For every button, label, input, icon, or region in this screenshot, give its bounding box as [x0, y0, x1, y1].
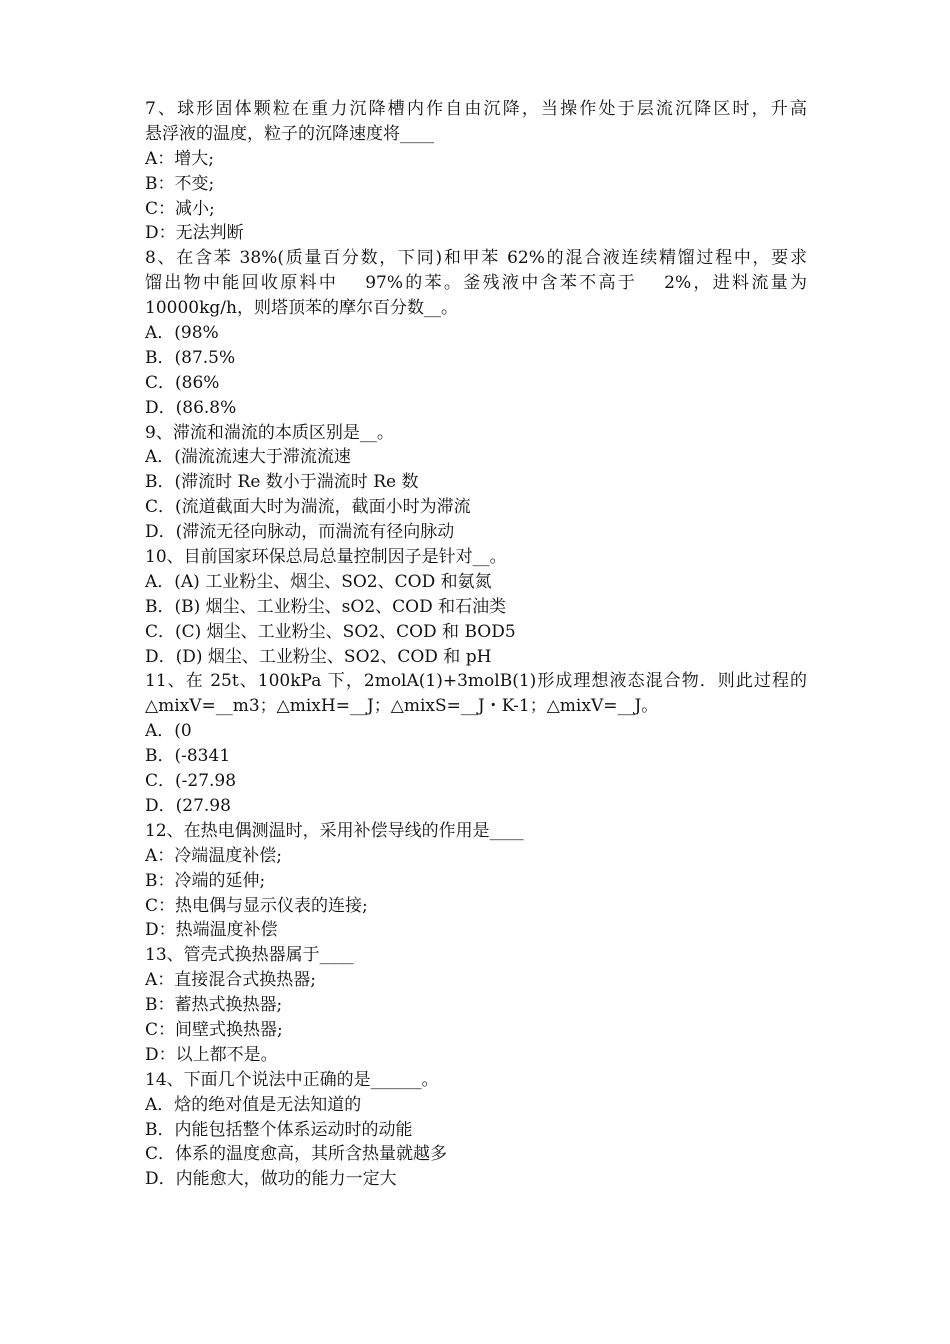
text-line: 13、管壳式换热器属于____ [145, 945, 354, 966]
text-line: A：增大; [145, 148, 215, 169]
text-line: C：减小; [145, 198, 215, 219]
text-line: 9、滞流和湍流的本质区别是__。 [145, 422, 394, 443]
text-line: B．(-8341 [145, 746, 231, 767]
text-line: A．(98% [145, 323, 219, 344]
text-line: B：不变; [145, 173, 215, 194]
text-line: A．(0 [145, 721, 192, 742]
text-line: A．(A) 工业粉尘、烟尘、SO2、COD 和氨氮 [145, 571, 492, 592]
text-line: C．(-27.98 [145, 771, 237, 792]
text-line: 10、目前国家环保总局总量控制因子是针对__。 [145, 547, 507, 568]
text-line: B：冷端的延伸; [145, 870, 266, 891]
text-line: D：热端温度补偿 [145, 920, 278, 941]
text-line: B．(87.5% [145, 347, 236, 368]
text-line: C：间壁式换热器; [145, 1019, 283, 1040]
text-line: D．内能愈大，做功的能力一定大 [145, 1169, 397, 1190]
text-line: B：蓄热式换热器; [145, 995, 283, 1016]
text-line: D：以上都不是。 [145, 1044, 278, 1065]
text-line: D．(滞流无径向脉动，而湍流有径向脉动 [145, 522, 455, 543]
text-line: D：无法判断 [145, 223, 244, 244]
text-line: C．(86% [145, 372, 220, 393]
text-line: 11、在 25t、100kPa 下，2molA(1)+3molB(1)形成理想液态混合物．则此过程的 [145, 671, 807, 692]
text-line: C．体系的温度愈高，其所含热量就越多 [145, 1144, 448, 1165]
text-line: 14、下面几个说法中正确的是______。 [145, 1069, 439, 1090]
text-line: 7、球形固体颗粒在重力沉降槽内作自由沉降，当操作处于层流沉降区时，升高 [145, 99, 807, 119]
text-line: B．(滞流时 Re 数小于湍流时 Re 数 [145, 472, 419, 493]
text-line: A．(湍流流速大于滞流流速 [145, 447, 351, 468]
text-line: A：冷端温度补偿; [145, 845, 283, 866]
text-line: △mixV=__m3；△mixH=__J；△mixS=__J・K-1；△mixV=__J。 [145, 696, 659, 717]
text-line: D．(86.8% [145, 397, 237, 418]
text-line: 12、在热电偶测温时，采用补偿导线的作用是____ [145, 820, 524, 841]
text-line: B．(B) 烟尘、工业粉尘、sO2、COD 和石油类 [145, 596, 507, 617]
document-body [145, 97, 807, 1192]
text-line: 悬浮液的温度，粒子的沉降速度将____ [145, 123, 434, 144]
text-line: C．(流道截面大时为湍流，截面小时为滞流 [145, 497, 471, 518]
text-line: A．焓的绝对值是无法知道的 [145, 1094, 362, 1115]
text-line: D．(27.98 [145, 795, 231, 816]
text-line: 10000kg/h，则塔顶苯的摩尔百分数__。 [145, 298, 458, 319]
text-line: C．(C) 烟尘、工业粉尘、SO2、COD 和 BOD5 [145, 621, 516, 642]
text-line: A：直接混合式换热器; [145, 970, 317, 991]
text-line: C：热电偶与显示仪表的连接; [145, 895, 368, 916]
text-line: 8、在含苯 38%(质量百分数，下同)和甲苯 62%的混合液连续精馏过程中，要求 [145, 248, 807, 269]
text-line: 馏出物中能回收原料中 97%的苯。釜残液中含苯不高于 2%，进料流量为 [145, 273, 807, 294]
text-line: D．(D) 烟尘、工业粉尘、SO2、COD 和 pH [145, 646, 492, 667]
text-line: B．内能包括整个体系运动时的动能 [145, 1119, 413, 1140]
